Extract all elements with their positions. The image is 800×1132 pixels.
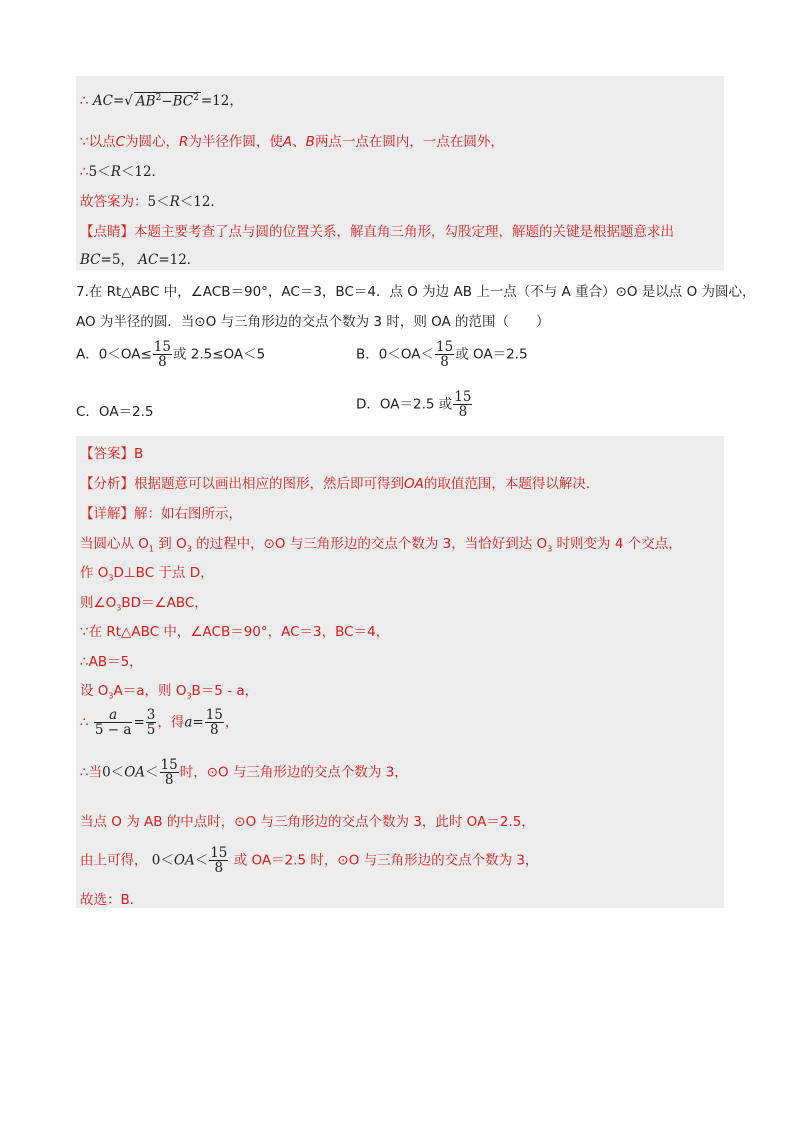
detail-step-4: ∵在 Rt△ABC 中，∠ACB＝90°，AC＝3，BC＝4， (80, 624, 390, 640)
analysis-line: 【分析】根据题意可以画出相应的图形，然后即可得到OA的取值范围，本题得以解决． (80, 476, 600, 492)
detail-step-3: 则$\angle O_3BD=\angle ABC$， (80, 595, 208, 613)
previous-solution-box (76, 76, 724, 270)
solution-line-answer: 故答案为：5＜R＜12． (80, 194, 224, 210)
question-line-1: 7.在 Rt△ABC 中，∠ACB＝90°，AC＝3，BC＝4．点 O 为边 AB 上一点（不与 A 重合）⊙O 是以点 O 为圆心， (76, 284, 756, 300)
question-line-2: AO 为半径的圆．当⊙O 与三角形边的交点个数为 3 时，则 OA 的范围（ ） (76, 314, 550, 330)
detail-step-10: 由上可得， 0＜OA＜ $\frac{15}{8}$ 或 OA＝2.5 时，⊙O 与三角形边的交点个数为 3， (80, 845, 539, 877)
option-a[interactable]: A．0＜OA≤ $\frac{15}{8}$ 或 2.5≤OA＜5 (76, 339, 266, 371)
solution-line-comment: 【点睛】本题主要考查了点与圆的位置关系，解直角三角形，勾股定理，解题的关键是根据题意求出 (80, 224, 674, 240)
solution-line-range: ∴5＜R＜12． (80, 164, 166, 180)
detail-step-5: ∴AB＝5， (80, 654, 143, 670)
solution-line-values: BC=5， AC=12． (80, 252, 201, 268)
detail-step-7: ∴ $\frac{a}{5 - a}$ = $\frac{3}{5}$ ，得a= $\frac{15}{8}$ ， (80, 707, 239, 739)
detail-step-6: 设 $O_3A=a$，则 $O_3B=5 - a$， (80, 683, 259, 701)
answer-line: 【答案】B (80, 446, 144, 462)
detail-step-11: 故选：B． (80, 892, 144, 908)
answer-box (76, 436, 724, 908)
option-c[interactable]: C．OA＝2.5 (76, 404, 154, 420)
detail-line: 【详解】解：如右图所示， (80, 506, 242, 522)
solution-line-circle: ∵以点C为圆心，R为半径作圆，使A、B两点一点在圆内，一点在圆外， (80, 134, 504, 150)
detail-step-8: ∴当0＜OA＜ $\frac{15}{8}$ 时，⊙O 与三角形边的交点个数为 3， (80, 757, 408, 789)
option-d[interactable]: D．OA＝2.5 或 $\frac{15}{8}$ (356, 389, 472, 421)
solution-line-ac: ∴ AC=√ $AB^2-BC^2 =12$， (80, 92, 243, 109)
detail-step-2: 作 $O_3D\perp BC$ 于点 D， (80, 565, 214, 583)
option-b[interactable]: B．0＜OA＜ $\frac{15}{8}$ 或 OA＝2.5 (356, 339, 528, 371)
detail-step-9: 当点 O 为 AB 的中点时，⊙O 与三角形边的交点个数为 3，此时 OA＝2.5， (80, 814, 535, 830)
detail-step-1: 当圆心从 $O_1$ 到 $O_3$ 的过程中，⊙O 与三角形边的交点个数为 3，当恰好到达 $O_3$ 时则变为 4 个交点， (80, 536, 682, 554)
